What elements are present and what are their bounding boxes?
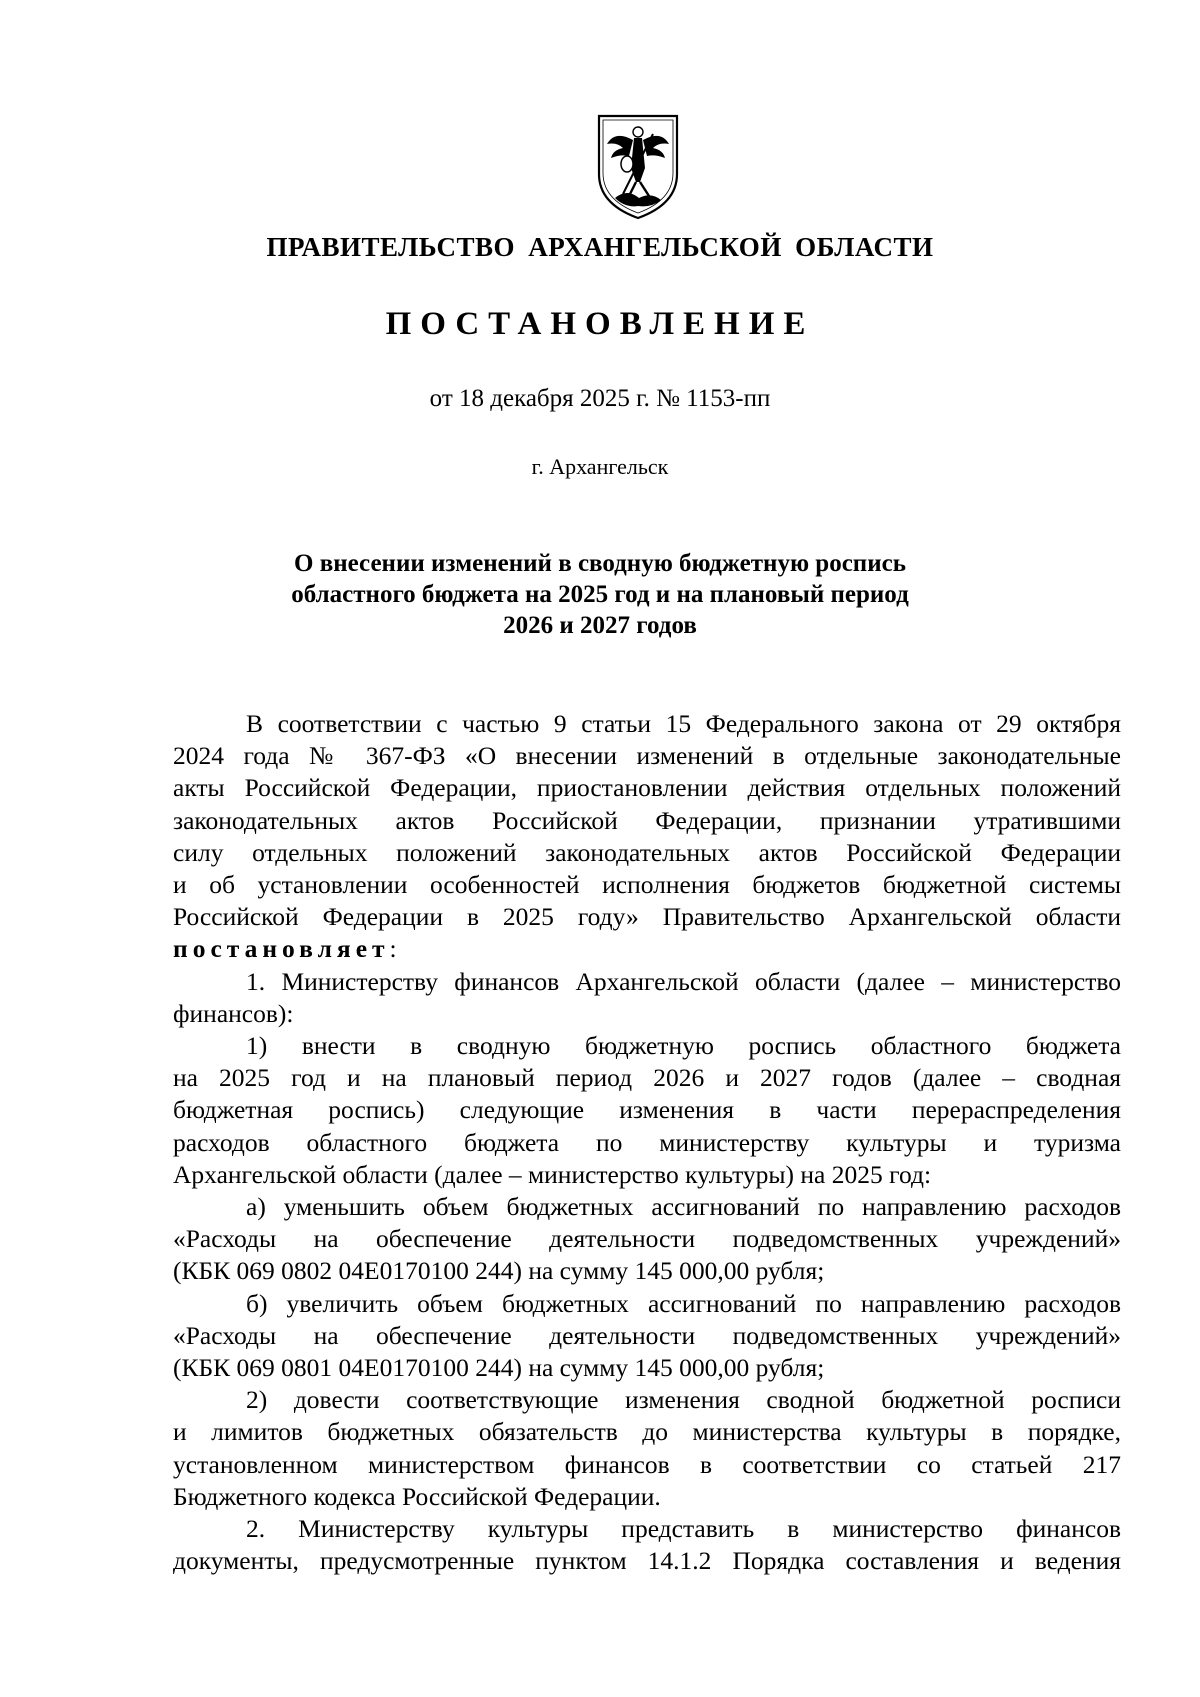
paragraph-item-2 (173, 1513, 1121, 1577)
text-line: и лимитов бюджетных обязательств до министерства культуры в порядке, (173, 1417, 1121, 1447)
text-line: акты Российской Федерации, приостановлении действия отдельных положений (173, 773, 1121, 803)
document-date-number: от 18 декабря 2025 г. № 1153-пп (429, 385, 771, 412)
text-line: и об установлении особенностей исполнения бюджетов бюджетной системы (173, 870, 1121, 900)
paragraph-item-1-2 (173, 1384, 1121, 1513)
text-line: а) уменьшить объем бюджетных ассигнований по направлению расходов (246, 1192, 1121, 1222)
text-line: б) увеличить объем бюджетных ассигнований по направлению расходов (246, 1288, 1121, 1318)
text-line: 2024 года № 367-ФЗ «О внесении изменений в отдельные законодательные (173, 741, 1121, 771)
paragraph-item-a (173, 1191, 1121, 1288)
subject-line: О внесении изменений в сводную бюджетную роспись (294, 550, 906, 577)
text-line: расходов областного бюджета по министерству культуры и туризма (173, 1127, 1121, 1157)
text-line: 1. Министерству финансов Архангельской области (далее – министерство (246, 966, 1121, 996)
subject-line: областного бюджета на 2025 год и на плановый период (291, 581, 909, 608)
text-line: 2. Министерству культуры представить в министерство финансов (246, 1514, 1121, 1544)
text-line: Российской Федерации в 2025 году» Правительство Архангельской области (173, 902, 1121, 932)
text-line: (КБК 069 0802 04Е0170100 244) на сумму 145 000,00 рубля; (173, 1256, 825, 1286)
subject-line: 2026 и 2027 годов (503, 612, 697, 639)
text-line: силу отдельных положений законодательных актов Российской Федерации (173, 837, 1121, 867)
text-line: Бюджетного кодекса Российской Федерации. (173, 1481, 661, 1511)
paragraph-item-1 (173, 966, 1121, 1030)
text-line (173, 933, 1121, 965)
text-line: (КБК 069 0801 04Е0170100 244) на сумму 145 000,00 рубля; (173, 1353, 825, 1383)
text-line: законодательных актов Российской Федерации, признании утратившими (173, 805, 1121, 835)
document-city: г. Архангельск (531, 454, 669, 479)
paragraph-item-b (173, 1288, 1121, 1385)
text-line: бюджетная роспись) следующие изменения в части перераспределения (173, 1095, 1121, 1125)
paragraph-item-1-1 (173, 1030, 1121, 1191)
government-title: ПРАВИТЕЛЬСТВО АРХАНГЕЛЬСКОЙ ОБЛАСТИ (266, 232, 934, 262)
resolve-colon: : (389, 934, 397, 964)
document-subject (0, 548, 1200, 641)
text-line: «Расходы на обеспечение деятельности подведомственных учреждений» (173, 1224, 1121, 1254)
text-line: В соответствии с частью 9 статьи 15 Федерального закона от 29 октября (246, 709, 1121, 738)
text-line: документы, предусмотренные пунктом 14.1.2 Порядка составления и ведения (173, 1546, 1121, 1576)
text-line: Архангельской области (далее – министерство культуры) на 2025 год: (173, 1159, 932, 1189)
paragraph-preamble (173, 708, 1121, 966)
text-line: финансов): (173, 998, 294, 1028)
document-body (173, 708, 1121, 1577)
resolve-word: постановляет (173, 934, 390, 964)
text-line: установленном министерством финансов в соответствии со статьей 217 (173, 1449, 1121, 1479)
document-type: ПОСТАНОВЛЕНИЕ (385, 306, 815, 342)
text-line: «Расходы на обеспечение деятельности подведомственных учреждений» (173, 1320, 1121, 1350)
text-line: 2) довести соответствующие изменения сводной бюджетной росписи (246, 1385, 1121, 1415)
text-line: на 2025 год и на плановый период 2026 и 2027 годов (далее – сводная (173, 1063, 1121, 1093)
text-line: 1) внести в сводную бюджетную роспись областного бюджета (246, 1031, 1121, 1061)
coat-of-arms-icon (593, 112, 683, 222)
